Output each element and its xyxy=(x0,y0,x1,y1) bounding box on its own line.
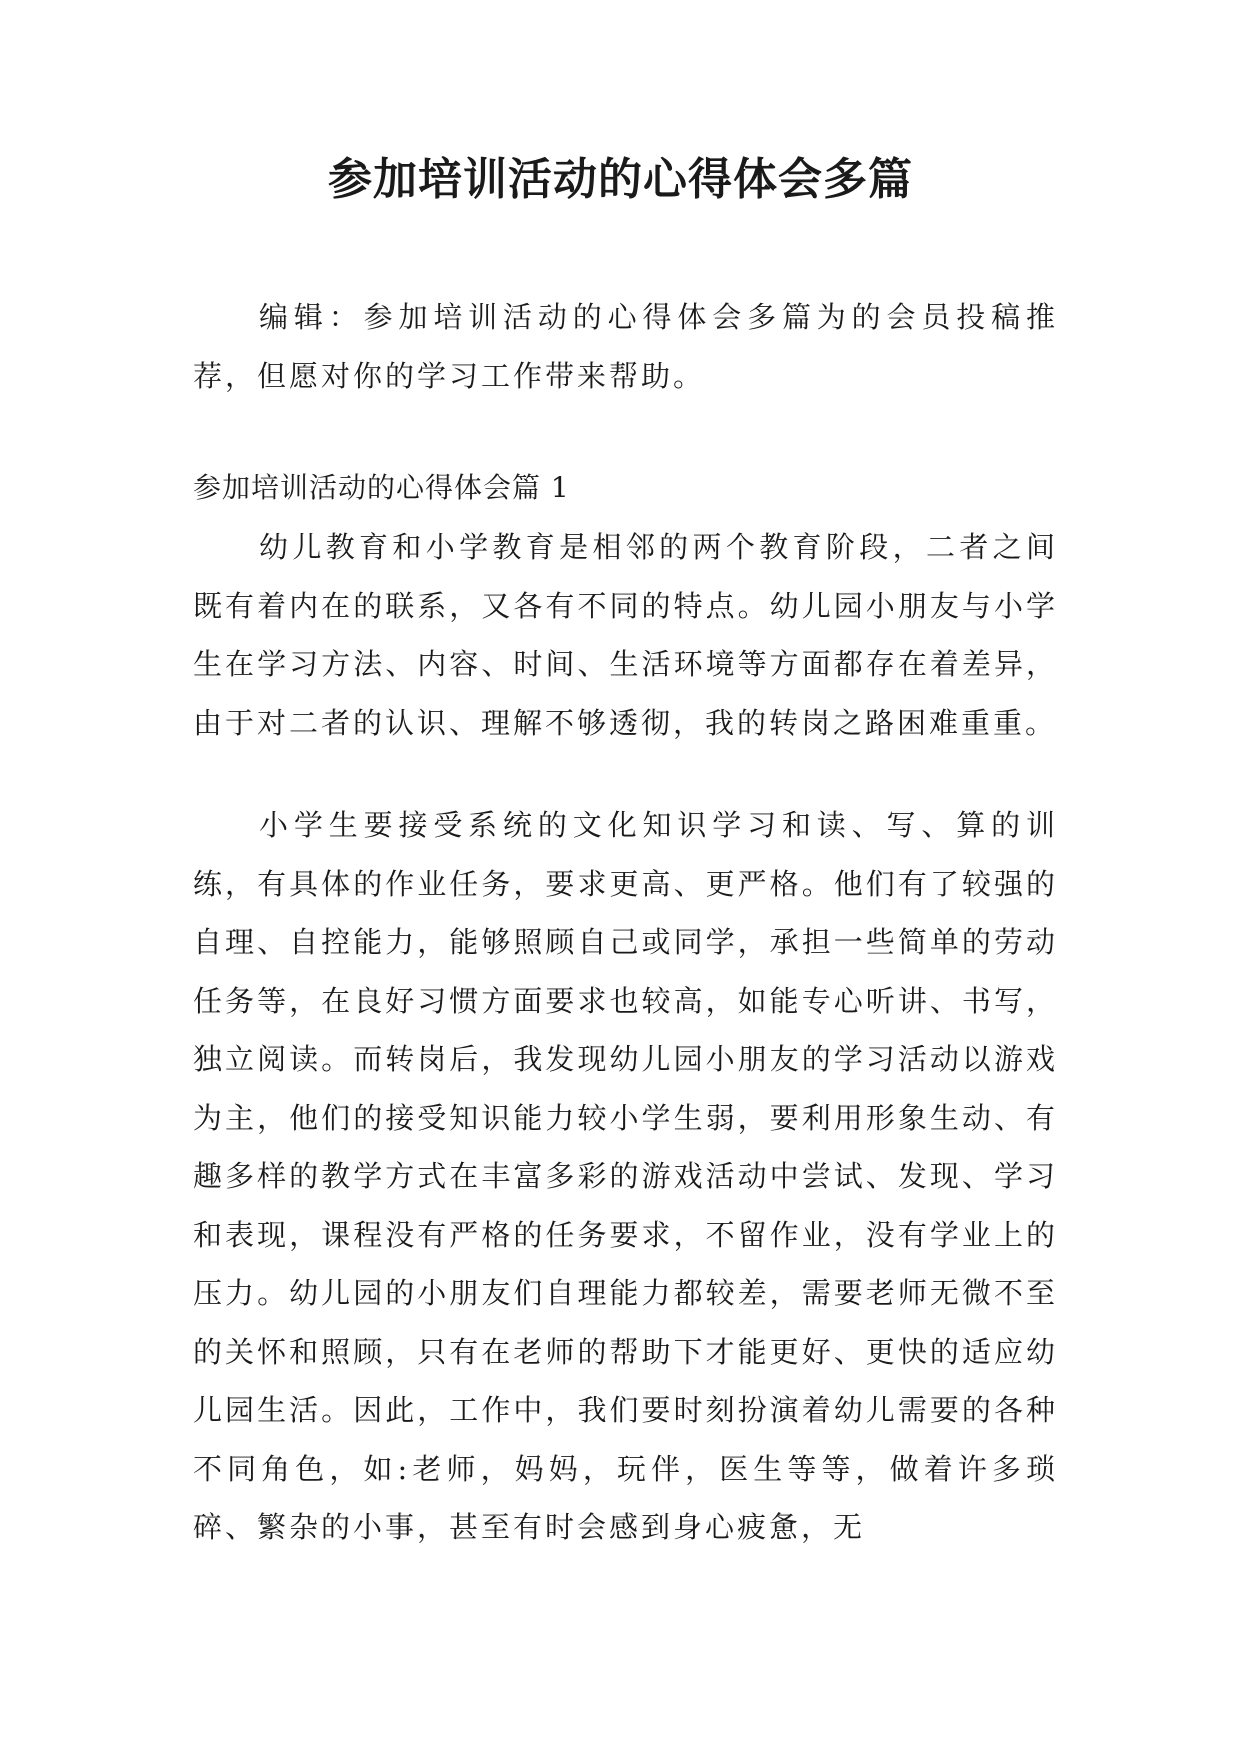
section-heading: 参加培训活动的心得体会篇 1 xyxy=(193,471,570,504)
body-paragraph-1: 幼儿教育和小学教育是相邻的两个教育阶段，二者之间既有着内在的联系，又各有不同的特点。幼儿园小朋友与小学生在学习方法、内容、时间、生活环境等方面都存在着差异，由于对二者的认识、理解不够透彻，我的转岗之路困难重重。 xyxy=(193,530,1058,740)
page-title: 参加培训活动的心得体会多篇 xyxy=(328,154,913,205)
body-paragraph-2: 小学生要接受系统的文化知识学习和读、写、算的训练，有具体的作业任务，要求更高、更严格。他们有了较强的自理、自控能力，能够照顾自己或同学，承担一些简单的劳动任务等，在良好习惯方面要求也较高，如能专心听讲、书写，独立阅读。而转岗后，我发现幼儿园小朋友的学习活动以游戏为主，他们的接受知识能力较小学生弱，要利用形象生动、有趣多样的教学方式在丰富多彩的游戏活动中尝试、发现、学习和表现，课程没有严格的任务要求，不留作业，没有学业上的压力。幼儿园的小朋友们自理能力都较差，需要老师无微不至的关怀和照顾，只有在老师的帮助下才能更好、更快的适应幼儿园生活。因此，工作中，我们要时刻扮演着幼儿需要的各种不同角色，如:老师，妈妈，玩伴，医生等等，做着许多琐碎、繁杂的小事，甚至有时会感到身心疲惫，无 xyxy=(193,808,1058,1544)
intro-paragraph: 编辑：参加培训活动的心得体会多篇为的会员投稿推荐，但愿对你的学习工作带来帮助。 xyxy=(193,300,1058,393)
